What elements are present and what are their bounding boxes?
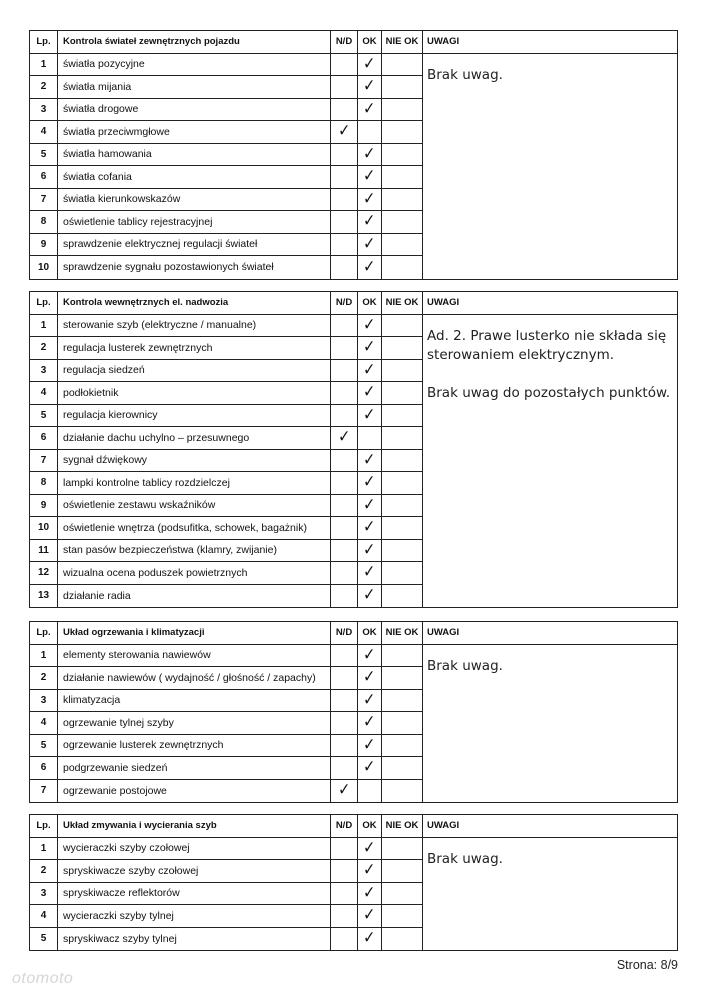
nd-cell bbox=[331, 234, 358, 256]
ok-cell bbox=[358, 99, 382, 121]
nd-cell bbox=[331, 337, 358, 359]
ok-cell bbox=[358, 427, 382, 449]
row-item-name: sygnał dźwiękowy bbox=[58, 450, 331, 472]
nie-ok-cell bbox=[382, 860, 423, 882]
checkmark-icon: ✓ bbox=[363, 449, 376, 470]
table-row bbox=[30, 667, 423, 690]
header-uwagi: UWAGI bbox=[427, 297, 460, 309]
row-item-name: światła drogowe bbox=[58, 99, 331, 121]
table-row bbox=[30, 405, 423, 428]
nie-ok-cell bbox=[382, 757, 423, 779]
row-item-name: spryskiwacz szyby tylnej bbox=[58, 928, 331, 951]
table-row bbox=[30, 450, 423, 473]
row-number: 13 bbox=[30, 585, 58, 608]
nie-ok-cell bbox=[382, 234, 423, 256]
nd-cell bbox=[331, 883, 358, 905]
row-number: 4 bbox=[30, 905, 58, 927]
row-item-name: regulacja kierownicy bbox=[58, 405, 331, 427]
nie-ok-cell bbox=[382, 189, 423, 211]
nie-ok-cell bbox=[382, 495, 423, 517]
header-lp: Lp. bbox=[30, 622, 58, 644]
checkmark-icon: ✓ bbox=[363, 53, 376, 74]
row-number: 1 bbox=[30, 315, 58, 337]
nie-ok-cell bbox=[382, 256, 423, 279]
checkmark-icon: ✓ bbox=[363, 314, 376, 335]
table-row bbox=[30, 540, 423, 563]
nd-cell bbox=[331, 928, 358, 951]
table-row bbox=[30, 211, 423, 234]
checkmark-icon: ✓ bbox=[363, 860, 376, 881]
nd-cell bbox=[331, 189, 358, 211]
row-item-name: ogrzewanie postojowe bbox=[58, 780, 331, 803]
nd-cell bbox=[331, 472, 358, 494]
nd-cell bbox=[331, 690, 358, 712]
ok-cell bbox=[358, 905, 382, 927]
row-item-name: światła hamowania bbox=[58, 144, 331, 166]
checkmark-icon: ✓ bbox=[363, 585, 376, 606]
section-title: Kontrola świateł zewnętrznych pojazdu bbox=[58, 31, 331, 53]
table-row bbox=[30, 883, 423, 906]
row-item-name: klimatyzacja bbox=[58, 690, 331, 712]
row-item-name: wycieraczki szyby czołowej bbox=[58, 838, 331, 860]
ok-cell bbox=[358, 256, 382, 279]
ok-cell bbox=[358, 690, 382, 712]
ok-cell bbox=[358, 735, 382, 757]
table-row bbox=[30, 517, 423, 540]
checkmark-icon: ✓ bbox=[363, 667, 376, 688]
row-number: 12 bbox=[30, 562, 58, 584]
nd-cell bbox=[331, 450, 358, 472]
table-row bbox=[30, 472, 423, 495]
row-item-name: lampki kontrolne tablicy rozdzielczej bbox=[58, 472, 331, 494]
nie-ok-cell bbox=[382, 315, 423, 337]
remarks-text: Ad. 2. Prawe lusterko nie składa się sterowaniem elektrycznym. bbox=[427, 327, 667, 363]
table-row bbox=[30, 360, 423, 383]
table-row bbox=[30, 189, 423, 212]
row-number: 6 bbox=[30, 166, 58, 188]
row-item-name: oświetlenie wnętrza (podsufitka, schowek, bagażnik) bbox=[58, 517, 331, 539]
section-title: Kontrola wewnętrznych el. nadwozia bbox=[58, 292, 331, 314]
nie-ok-cell bbox=[382, 360, 423, 382]
nie-ok-cell bbox=[382, 712, 423, 734]
checkmark-icon: ✓ bbox=[363, 98, 376, 119]
row-number: 7 bbox=[30, 189, 58, 211]
header-nie-ok: NIE OK bbox=[382, 622, 423, 644]
ok-cell bbox=[358, 780, 382, 803]
section-body bbox=[30, 315, 677, 608]
nie-ok-cell bbox=[382, 99, 423, 121]
ok-cell bbox=[358, 472, 382, 494]
row-item-name: elementy sterowania nawiewów bbox=[58, 645, 331, 667]
row-number: 2 bbox=[30, 860, 58, 882]
table-row bbox=[30, 735, 423, 758]
nd-cell bbox=[331, 76, 358, 98]
nd-cell bbox=[331, 667, 358, 689]
ok-cell bbox=[358, 405, 382, 427]
ok-cell bbox=[358, 211, 382, 233]
row-number: 5 bbox=[30, 144, 58, 166]
page-number: Strona: 8/9 bbox=[616, 958, 678, 972]
nd-cell bbox=[331, 211, 358, 233]
nie-ok-cell bbox=[382, 780, 423, 803]
row-number: 10 bbox=[30, 517, 58, 539]
header-nie-ok: NIE OK bbox=[382, 292, 423, 314]
ok-cell bbox=[358, 315, 382, 337]
row-number: 11 bbox=[30, 540, 58, 562]
checkmark-icon: ✓ bbox=[363, 382, 376, 403]
nie-ok-cell bbox=[382, 54, 423, 76]
nd-cell bbox=[331, 780, 358, 803]
row-item-name: światła pozycyjne bbox=[58, 54, 331, 76]
ok-cell bbox=[358, 712, 382, 734]
checkmark-icon: ✓ bbox=[337, 121, 351, 142]
ok-cell bbox=[358, 76, 382, 98]
header-nd: N/D bbox=[331, 622, 358, 644]
checkmark-icon: ✓ bbox=[363, 928, 376, 949]
row-item-name: światła cofania bbox=[58, 166, 331, 188]
ok-cell bbox=[358, 883, 382, 905]
row-number: 4 bbox=[30, 121, 58, 143]
nd-cell bbox=[331, 144, 358, 166]
row-number: 10 bbox=[30, 256, 58, 279]
nd-cell bbox=[331, 382, 358, 404]
nd-cell bbox=[331, 517, 358, 539]
table-row bbox=[30, 690, 423, 713]
nie-ok-cell bbox=[382, 667, 423, 689]
nie-ok-cell bbox=[382, 562, 423, 584]
ok-cell bbox=[358, 360, 382, 382]
table-header-row bbox=[30, 622, 677, 645]
nd-cell bbox=[331, 585, 358, 608]
row-number: 3 bbox=[30, 690, 58, 712]
nd-cell bbox=[331, 712, 358, 734]
row-number: 3 bbox=[30, 99, 58, 121]
row-item-name: światła przeciwmgłowe bbox=[58, 121, 331, 143]
nie-ok-cell bbox=[382, 928, 423, 951]
header-uwagi: UWAGI bbox=[427, 820, 460, 832]
header-nd: N/D bbox=[331, 31, 358, 53]
nd-cell bbox=[331, 405, 358, 427]
remarks-text: Brak uwag. bbox=[427, 657, 503, 674]
row-item-name: ogrzewanie lusterek zewnętrznych bbox=[58, 735, 331, 757]
checkmark-icon: ✓ bbox=[363, 211, 376, 232]
table-row bbox=[30, 860, 423, 883]
ok-cell bbox=[358, 189, 382, 211]
row-number: 4 bbox=[30, 712, 58, 734]
ok-cell bbox=[358, 860, 382, 882]
nie-ok-cell bbox=[382, 166, 423, 188]
checklist-rows bbox=[30, 315, 423, 608]
header-uwagi: UWAGI bbox=[427, 36, 460, 48]
checkmark-icon: ✓ bbox=[363, 644, 376, 665]
nie-ok-cell bbox=[382, 427, 423, 449]
ok-cell bbox=[358, 166, 382, 188]
nd-cell bbox=[331, 427, 358, 449]
checkmark-icon: ✓ bbox=[337, 780, 351, 801]
row-number: 5 bbox=[30, 735, 58, 757]
ok-cell bbox=[358, 585, 382, 608]
nie-ok-cell bbox=[382, 337, 423, 359]
header-uwagi: UWAGI bbox=[427, 627, 460, 639]
row-number: 6 bbox=[30, 427, 58, 449]
header-lp: Lp. bbox=[30, 292, 58, 314]
nd-cell bbox=[331, 562, 358, 584]
row-item-name: podgrzewanie siedzeń bbox=[58, 757, 331, 779]
checkmark-icon: ✓ bbox=[363, 517, 376, 538]
checklist-section bbox=[29, 291, 678, 608]
checkmark-icon: ✓ bbox=[363, 166, 376, 187]
nd-cell bbox=[331, 905, 358, 927]
checkmark-icon: ✓ bbox=[363, 562, 376, 583]
ok-cell bbox=[358, 450, 382, 472]
row-item-name: światła kierunkowskazów bbox=[58, 189, 331, 211]
nd-cell bbox=[331, 54, 358, 76]
nd-cell bbox=[331, 860, 358, 882]
ok-cell bbox=[358, 517, 382, 539]
row-item-name: działanie radia bbox=[58, 585, 331, 608]
table-row bbox=[30, 76, 423, 99]
nie-ok-cell bbox=[382, 121, 423, 143]
row-item-name: działanie nawiewów ( wydajność / głośność / zapachy) bbox=[58, 667, 331, 689]
header-nie-ok: NIE OK bbox=[382, 815, 423, 837]
table-row bbox=[30, 495, 423, 518]
table-row bbox=[30, 838, 423, 861]
row-number: 8 bbox=[30, 472, 58, 494]
checkmark-icon: ✓ bbox=[363, 494, 376, 515]
checkmark-icon: ✓ bbox=[363, 233, 376, 254]
header-ok: OK bbox=[358, 292, 382, 314]
header-ok: OK bbox=[358, 815, 382, 837]
remarks-text: Brak uwag. bbox=[427, 66, 503, 83]
nd-cell bbox=[331, 645, 358, 667]
row-number: 6 bbox=[30, 757, 58, 779]
nie-ok-cell bbox=[382, 585, 423, 608]
row-item-name: spryskiwacze szyby czołowej bbox=[58, 860, 331, 882]
checkmark-icon: ✓ bbox=[363, 757, 376, 778]
table-row bbox=[30, 382, 423, 405]
row-number: 9 bbox=[30, 495, 58, 517]
nie-ok-cell bbox=[382, 905, 423, 927]
nd-cell bbox=[331, 495, 358, 517]
ok-cell bbox=[358, 54, 382, 76]
nie-ok-cell bbox=[382, 472, 423, 494]
checklist-rows bbox=[30, 645, 423, 803]
ok-cell bbox=[358, 667, 382, 689]
nie-ok-cell bbox=[382, 517, 423, 539]
header-nd: N/D bbox=[331, 815, 358, 837]
table-row bbox=[30, 234, 423, 257]
row-item-name: stan pasów bezpieczeństwa (klamry, zwijanie) bbox=[58, 540, 331, 562]
section-title: Układ zmywania i wycierania szyb bbox=[58, 815, 331, 837]
table-row bbox=[30, 99, 423, 122]
table-header-row bbox=[30, 815, 677, 838]
ok-cell bbox=[358, 234, 382, 256]
checklist-rows bbox=[30, 838, 423, 951]
table-row bbox=[30, 166, 423, 189]
header-nd: N/D bbox=[331, 292, 358, 314]
table-row bbox=[30, 585, 423, 608]
checkmark-icon: ✓ bbox=[363, 143, 376, 164]
checkmark-icon: ✓ bbox=[363, 256, 376, 277]
checklist-rows bbox=[30, 54, 423, 279]
nd-cell bbox=[331, 99, 358, 121]
nd-cell bbox=[331, 166, 358, 188]
row-number: 3 bbox=[30, 360, 58, 382]
table-row bbox=[30, 757, 423, 780]
checkmark-icon: ✓ bbox=[363, 689, 376, 710]
checkmark-icon: ✓ bbox=[363, 539, 376, 560]
table-row bbox=[30, 562, 423, 585]
row-number: 5 bbox=[30, 405, 58, 427]
row-item-name: sterowanie szyb (elektryczne / manualne) bbox=[58, 315, 331, 337]
checklist-section bbox=[29, 814, 678, 951]
section-title: Układ ogrzewania i klimatyzacji bbox=[58, 622, 331, 644]
row-item-name: światła mijania bbox=[58, 76, 331, 98]
ok-cell bbox=[358, 562, 382, 584]
row-number: 5 bbox=[30, 928, 58, 951]
header-ok: OK bbox=[358, 31, 382, 53]
nie-ok-cell bbox=[382, 735, 423, 757]
table-header-row bbox=[30, 31, 677, 54]
nd-cell bbox=[331, 757, 358, 779]
row-item-name: wycieraczki szyby tylnej bbox=[58, 905, 331, 927]
watermark-logo: otomoto bbox=[12, 970, 74, 987]
ok-cell bbox=[358, 645, 382, 667]
row-number: 3 bbox=[30, 883, 58, 905]
ok-cell bbox=[358, 838, 382, 860]
remarks-cell bbox=[423, 838, 677, 951]
row-item-name: oświetlenie zestawu wskaźników bbox=[58, 495, 331, 517]
header-ok: OK bbox=[358, 622, 382, 644]
nie-ok-cell bbox=[382, 144, 423, 166]
checkmark-icon: ✓ bbox=[363, 882, 376, 903]
ok-cell bbox=[358, 337, 382, 359]
row-number: 1 bbox=[30, 645, 58, 667]
checkmark-icon: ✓ bbox=[363, 337, 376, 358]
row-number: 4 bbox=[30, 382, 58, 404]
nie-ok-cell bbox=[382, 838, 423, 860]
nie-ok-cell bbox=[382, 540, 423, 562]
row-item-name: sprawdzenie elektrycznej regulacji świateł bbox=[58, 234, 331, 256]
row-number: 2 bbox=[30, 76, 58, 98]
nie-ok-cell bbox=[382, 382, 423, 404]
row-item-name: działanie dachu uchylno – przesuwnego bbox=[58, 427, 331, 449]
row-item-name: ogrzewanie tylnej szyby bbox=[58, 712, 331, 734]
table-row bbox=[30, 427, 423, 450]
section-body bbox=[30, 54, 677, 279]
row-number: 1 bbox=[30, 54, 58, 76]
checkmark-icon: ✓ bbox=[363, 359, 376, 380]
section-body bbox=[30, 838, 677, 951]
checkmark-icon: ✓ bbox=[363, 837, 376, 858]
table-row bbox=[30, 315, 423, 338]
nie-ok-cell bbox=[382, 76, 423, 98]
table-row bbox=[30, 645, 423, 668]
ok-cell bbox=[358, 144, 382, 166]
table-row bbox=[30, 712, 423, 735]
nd-cell bbox=[331, 121, 358, 143]
ok-cell bbox=[358, 382, 382, 404]
table-row bbox=[30, 905, 423, 928]
nie-ok-cell bbox=[382, 450, 423, 472]
nd-cell bbox=[331, 256, 358, 279]
row-item-name: oświetlenie tablicy rejestracyjnej bbox=[58, 211, 331, 233]
row-item-name: sprawdzenie sygnału pozostawionych świateł bbox=[58, 256, 331, 279]
header-nie-ok: NIE OK bbox=[382, 31, 423, 53]
ok-cell bbox=[358, 928, 382, 951]
table-row bbox=[30, 337, 423, 360]
ok-cell bbox=[358, 540, 382, 562]
row-number: 9 bbox=[30, 234, 58, 256]
ok-cell bbox=[358, 495, 382, 517]
ok-cell bbox=[358, 757, 382, 779]
nd-cell bbox=[331, 315, 358, 337]
table-row bbox=[30, 54, 423, 77]
checkmark-icon: ✓ bbox=[363, 188, 376, 209]
row-item-name: regulacja siedzeń bbox=[58, 360, 331, 382]
table-row bbox=[30, 780, 423, 803]
row-item-name: spryskiwacze reflektorów bbox=[58, 883, 331, 905]
remarks-cell bbox=[423, 54, 677, 279]
remarks-cell bbox=[423, 315, 677, 608]
nd-cell bbox=[331, 360, 358, 382]
remarks-text: Brak uwag do pozostałych punktów. bbox=[427, 384, 671, 401]
nd-cell bbox=[331, 735, 358, 757]
checklist-section bbox=[29, 30, 678, 280]
nie-ok-cell bbox=[382, 645, 423, 667]
remarks-cell bbox=[423, 645, 677, 803]
nie-ok-cell bbox=[382, 883, 423, 905]
nd-cell bbox=[331, 540, 358, 562]
row-item-name: wizualna ocena poduszek powietrznych bbox=[58, 562, 331, 584]
checkmark-icon: ✓ bbox=[363, 472, 376, 493]
row-number: 2 bbox=[30, 337, 58, 359]
row-number: 8 bbox=[30, 211, 58, 233]
checkmark-icon: ✓ bbox=[363, 76, 376, 97]
table-row bbox=[30, 144, 423, 167]
row-item-name: regulacja lusterek zewnętrznych bbox=[58, 337, 331, 359]
remarks-text: Brak uwag. bbox=[427, 850, 503, 867]
table-row bbox=[30, 928, 423, 951]
header-lp: Lp. bbox=[30, 31, 58, 53]
row-number: 7 bbox=[30, 780, 58, 803]
checkmark-icon: ✓ bbox=[363, 712, 376, 733]
checklist-section bbox=[29, 621, 678, 803]
nie-ok-cell bbox=[382, 405, 423, 427]
row-number: 2 bbox=[30, 667, 58, 689]
table-row bbox=[30, 256, 423, 279]
section-body bbox=[30, 645, 677, 803]
table-header-row bbox=[30, 292, 677, 315]
ok-cell bbox=[358, 121, 382, 143]
checkmark-icon: ✓ bbox=[363, 905, 376, 926]
checkmark-icon: ✓ bbox=[363, 404, 376, 425]
nie-ok-cell bbox=[382, 211, 423, 233]
nie-ok-cell bbox=[382, 690, 423, 712]
row-item-name: podłokietnik bbox=[58, 382, 331, 404]
checkmark-icon: ✓ bbox=[363, 734, 376, 755]
row-number: 7 bbox=[30, 450, 58, 472]
nd-cell bbox=[331, 838, 358, 860]
checkmark-icon: ✓ bbox=[337, 427, 351, 448]
row-number: 1 bbox=[30, 838, 58, 860]
header-lp: Lp. bbox=[30, 815, 58, 837]
table-row bbox=[30, 121, 423, 144]
